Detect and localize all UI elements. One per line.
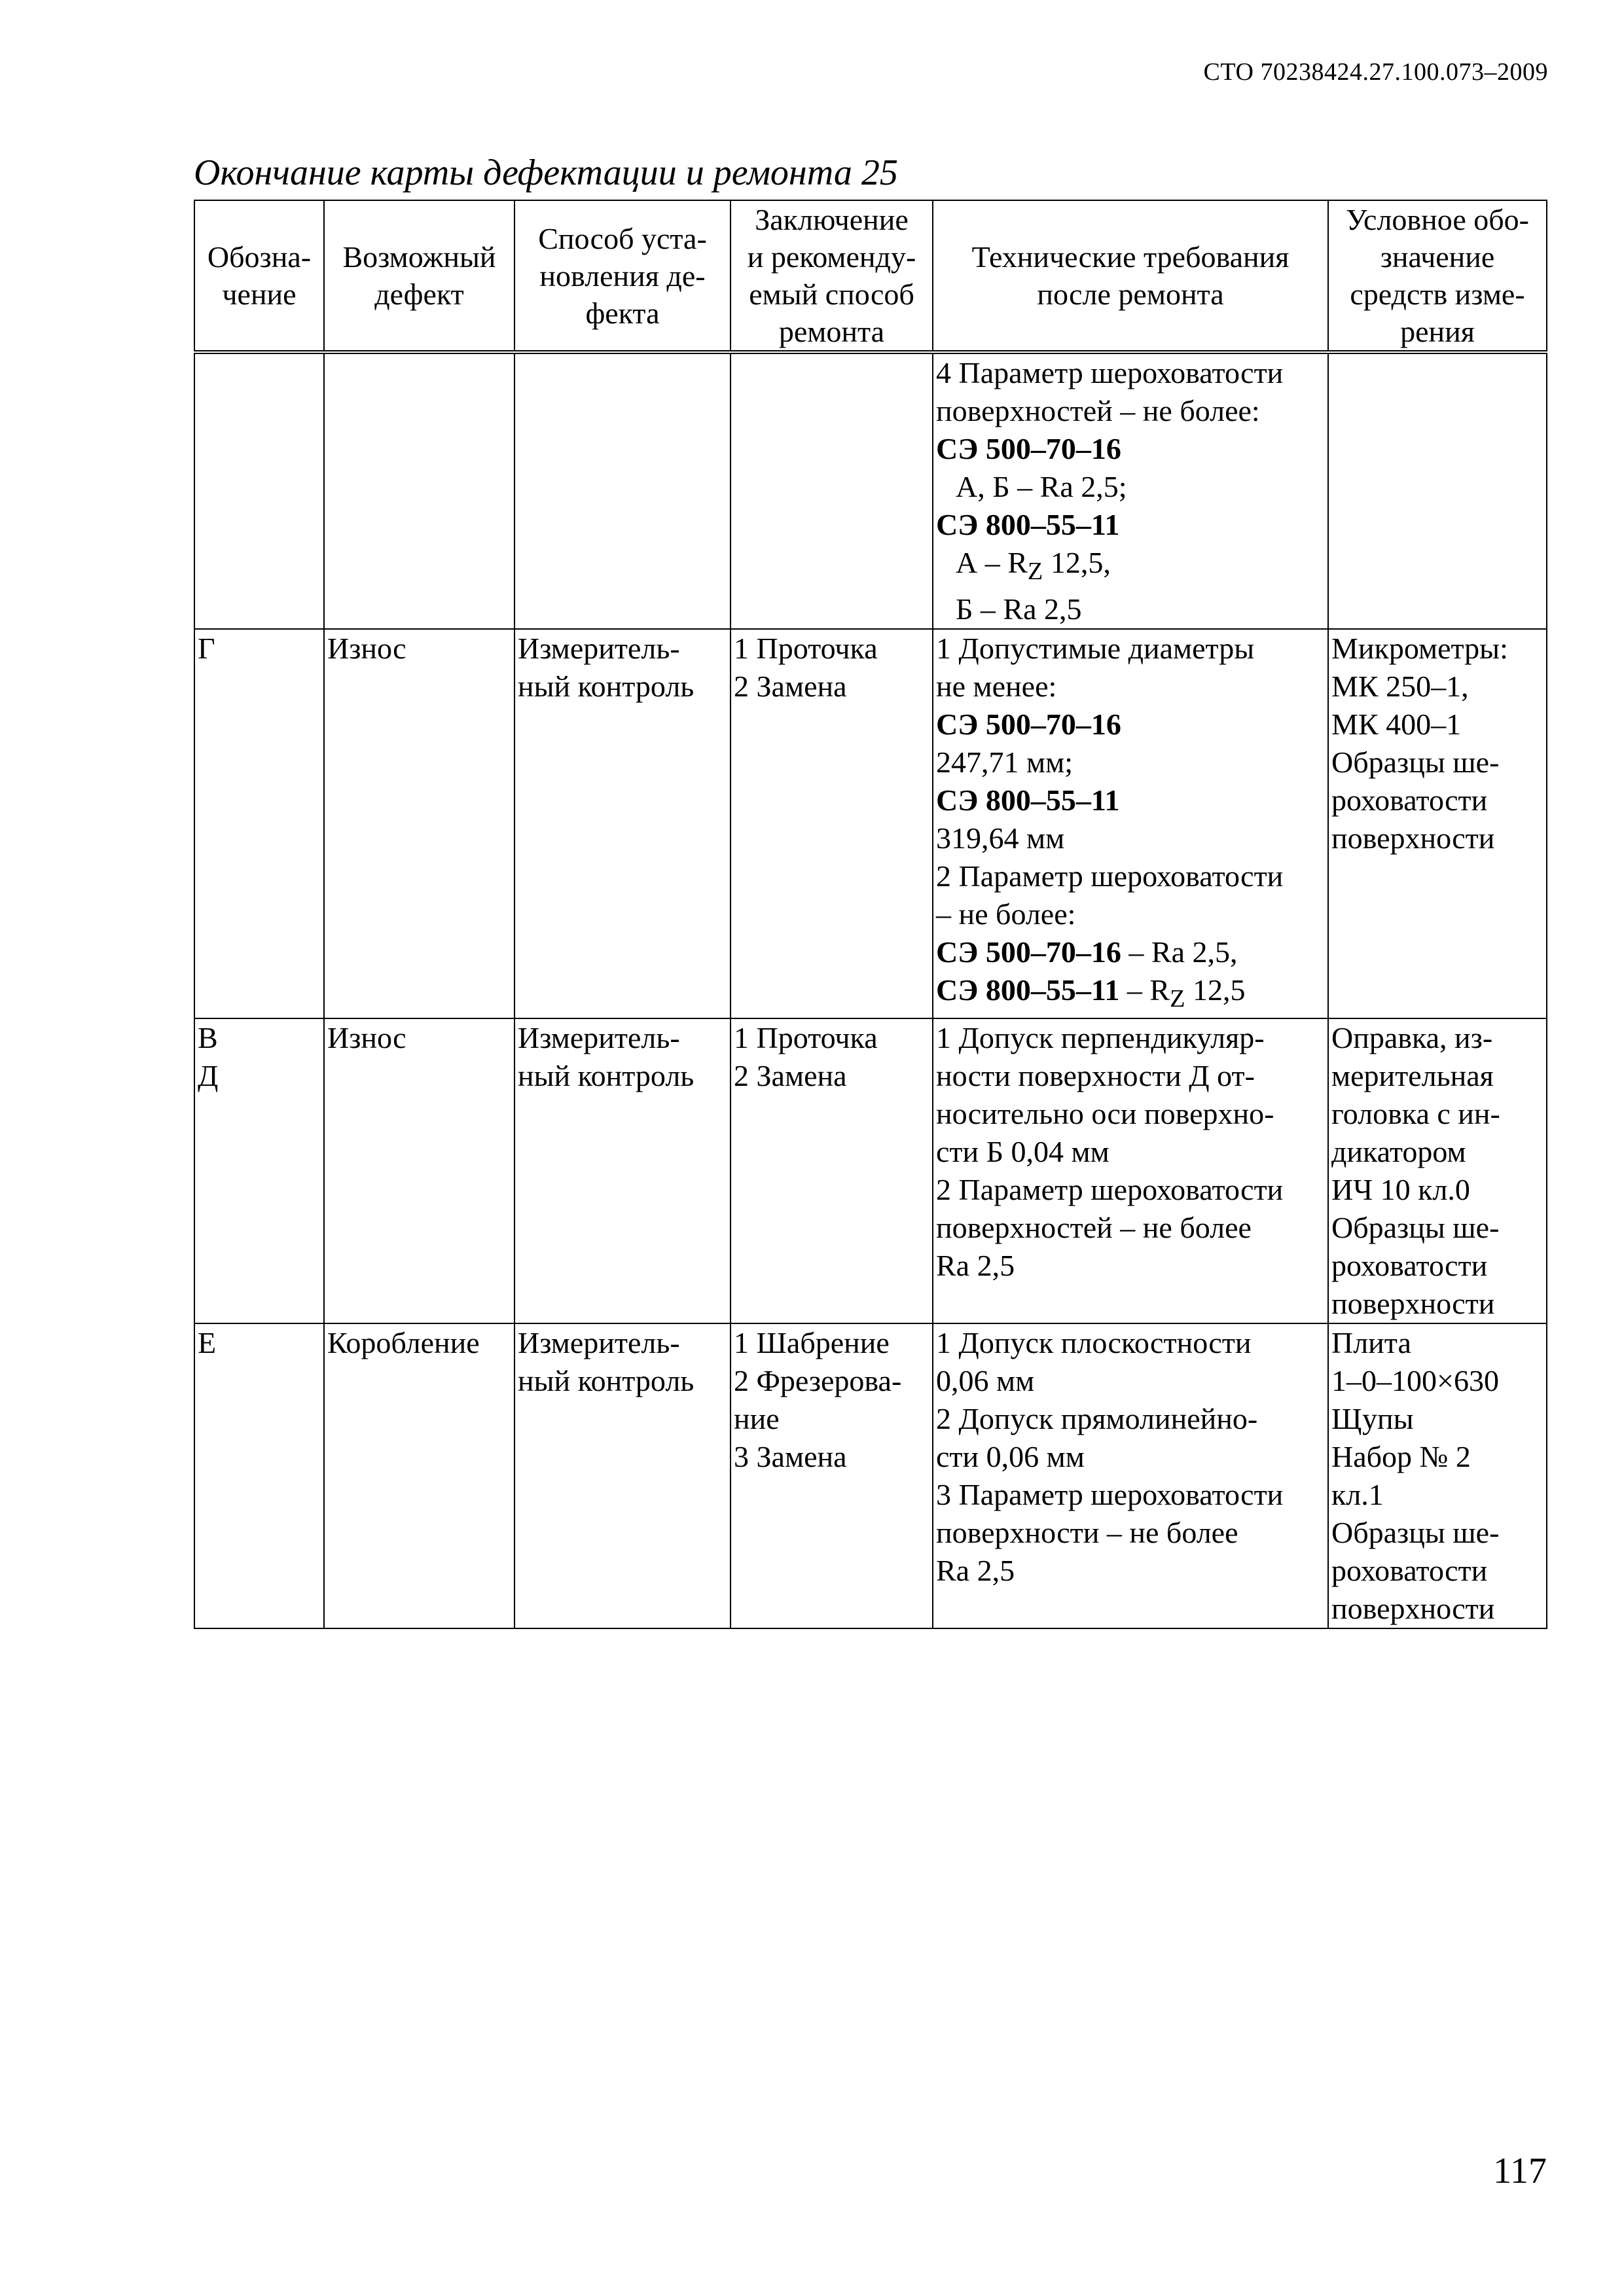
document-code: СТО 70238424.27.100.073–2009	[1203, 58, 1548, 86]
cell-method: Измеритель- ный контроль	[514, 1323, 731, 1628]
cell-tools: Плита 1–0–100×630 Щупы Набор № 2 кл.1 Образцы ше- роховатости поверхности	[1328, 1323, 1547, 1628]
cell-designation	[194, 352, 324, 629]
table-header-row	[194, 200, 1547, 352]
header-measuring-tools: Условное обо- значение средств изме- рения	[1328, 200, 1547, 352]
cell-tools	[1328, 352, 1547, 629]
cell-requirements: 1 Допуск плоскостности 0,06 мм 2 Допуск прямолинейно- сти 0,06 мм 3 Параметр шероховатости поверхности – не более Ra 2,5	[933, 1323, 1328, 1628]
cell-method: Измеритель- ный контроль	[514, 629, 731, 1018]
cell-tools: Оправка, из- мерительная головка с ин- дикатором ИЧ 10 кл.0 Образцы ше- роховатости поверхности	[1328, 1018, 1547, 1323]
cell-requirements: 1 Допуск перпендикуляр- ности поверхности Д от- носительно оси поверхно- сти Б 0,04 мм 2 Параметр шероховатости поверхностей – не более Ra 2,5	[933, 1018, 1328, 1323]
header-conclusion-repair: Заключение и рекоменду- емый способ ремонта	[731, 200, 933, 352]
cell-defect	[324, 352, 514, 629]
cell-designation: В Д	[194, 1018, 324, 1323]
table-row	[194, 629, 1547, 1018]
cell-repair: 1 Проточка 2 Замена	[731, 629, 933, 1018]
page-number: 117	[1493, 2151, 1547, 2191]
header-detection-method: Способ уста- новления де- фекта	[514, 200, 731, 352]
header-designation: Обозна- чение	[194, 200, 324, 352]
cell-repair: 1 Шабрение 2 Фрезерова- ние 3 Замена	[731, 1323, 933, 1628]
cell-repair	[731, 352, 933, 629]
header-technical-requirements: Технические требования после ремонта	[933, 200, 1328, 352]
defect-repair-table	[194, 200, 1547, 1629]
table-caption: Окончание карты дефектации и ремонта 25	[194, 152, 898, 193]
cell-defect: Коробление	[324, 1323, 514, 1628]
table-row	[194, 1018, 1547, 1323]
header-possible-defect: Возможный дефект	[324, 200, 514, 352]
cell-tools: Микрометры: МК 250–1, МК 400–1 Образцы ше- роховатости поверхности	[1328, 629, 1547, 1018]
cell-method	[514, 352, 731, 629]
cell-defect: Износ	[324, 1018, 514, 1323]
cell-repair: 1 Проточка 2 Замена	[731, 1018, 933, 1323]
cell-requirements: 4 Параметр шероховатости поверхностей – не более: СЭ 500–70–16 А, Б – Ra 2,5; СЭ 800–55–11 А – $R_Z$ 12,5, Б – Ra 2,5	[933, 352, 1328, 629]
cell-designation: Е	[194, 1323, 324, 1628]
cell-defect: Износ	[324, 629, 514, 1018]
cell-method: Измеритель- ный контроль	[514, 1018, 731, 1323]
table-row	[194, 352, 1547, 629]
table-row	[194, 1323, 1547, 1628]
cell-designation: Г	[194, 629, 324, 1018]
cell-requirements: 1 Допустимые диаметры не менее: СЭ 500–70–16 247,71 мм; СЭ 800–55–11 319,64 мм 2 Параметр шероховатости – не более: СЭ 500–70–16 – Ra 2,5, СЭ $800-55-11 - R_Z$ 12,5	[933, 629, 1328, 1018]
